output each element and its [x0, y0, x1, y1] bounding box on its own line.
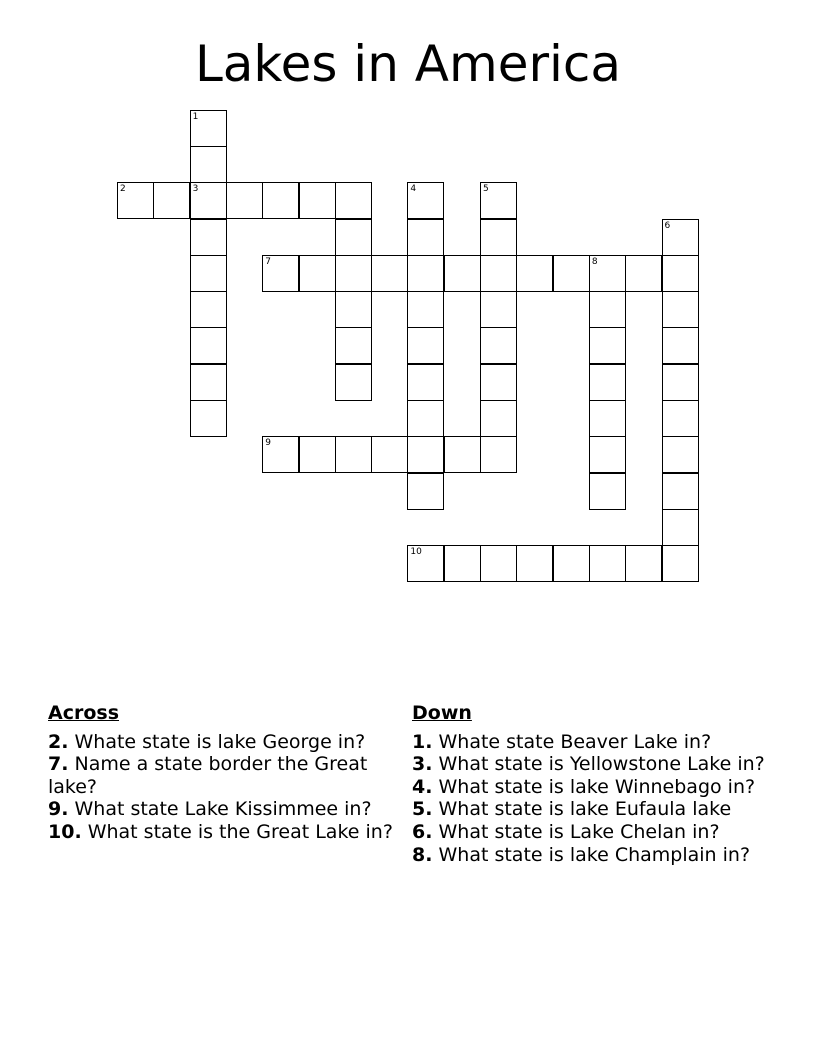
grid-cell[interactable] — [553, 255, 590, 292]
clue-item-text: Whate state Beaver Lake in? — [432, 730, 712, 753]
clue-number: 8 — [591, 256, 598, 267]
clue-item-number: 4. — [412, 775, 433, 798]
grid-cell[interactable] — [516, 545, 553, 582]
grid-cell[interactable] — [480, 436, 517, 473]
grid-cell[interactable] — [262, 255, 299, 292]
grid-cell[interactable] — [662, 473, 699, 510]
clue-item — [48, 821, 393, 844]
grid-cell[interactable] — [662, 436, 699, 473]
grid-cell[interactable] — [153, 182, 190, 219]
grid-cell[interactable] — [407, 327, 444, 364]
grid-cell[interactable] — [335, 182, 372, 219]
grid-cell[interactable] — [407, 400, 444, 437]
grid-cell[interactable] — [480, 182, 517, 219]
clue-item — [412, 731, 772, 754]
grid-cell[interactable] — [589, 400, 626, 437]
grid-cell[interactable] — [190, 182, 227, 219]
grid-cell[interactable] — [407, 219, 444, 256]
grid-cell[interactable] — [625, 255, 662, 292]
clue-item — [48, 753, 393, 798]
clue-item-number: 6. — [412, 820, 433, 843]
clue-item-number: 9. — [48, 798, 69, 821]
clue-item-number: 1. — [412, 730, 433, 753]
clue-number: 10 — [410, 547, 422, 558]
grid-cell[interactable] — [190, 146, 227, 183]
grid-cell[interactable] — [589, 436, 626, 473]
clue-number: 7 — [265, 256, 271, 267]
clue-item-text: What state is lake Champlain in? — [432, 843, 751, 866]
clue-item-text: What state is lake Winnebago in? — [432, 775, 756, 798]
grid-cell[interactable] — [662, 545, 699, 582]
grid-cell[interactable] — [480, 291, 517, 328]
grid-cell[interactable] — [335, 327, 372, 364]
grid-cell[interactable] — [262, 436, 299, 473]
clue-number: 1 — [192, 111, 199, 122]
grid-cell[interactable] — [444, 545, 481, 582]
grid-cell[interactable] — [190, 255, 227, 292]
clue-item-text: What state Lake Kissimmee in? — [68, 798, 372, 821]
grid-cell[interactable] — [190, 110, 227, 147]
grid-cell[interactable] — [335, 364, 372, 401]
grid-cell[interactable] — [480, 327, 517, 364]
grid-cell[interactable] — [190, 327, 227, 364]
clue-item-text: Whate state is lake George in? — [68, 730, 366, 753]
grid-cell[interactable] — [299, 436, 336, 473]
grid-cell[interactable] — [299, 182, 336, 219]
grid-cell[interactable] — [480, 400, 517, 437]
clue-number: 4 — [410, 184, 417, 195]
clue-item-text: What state is Yellowstone Lake in? — [432, 753, 765, 776]
grid-cell[interactable] — [553, 545, 590, 582]
grid-cell[interactable] — [662, 255, 699, 292]
grid-cell[interactable] — [589, 473, 626, 510]
grid-cell[interactable] — [117, 182, 154, 219]
grid-cell[interactable] — [407, 182, 444, 219]
grid-cell[interactable] — [480, 545, 517, 582]
down-clue-list — [412, 731, 772, 867]
grid-cell[interactable] — [371, 436, 408, 473]
down-clues — [412, 702, 772, 866]
clue-item-number: 10. — [48, 820, 82, 843]
grid-cell[interactable] — [407, 255, 444, 292]
grid-cell[interactable] — [589, 291, 626, 328]
grid-cell[interactable] — [516, 255, 553, 292]
clue-item — [412, 776, 772, 799]
clue-item-text: What state is the Great Lake in? — [81, 820, 393, 843]
clue-item-number: 3. — [412, 753, 433, 776]
grid-cell[interactable] — [262, 182, 299, 219]
clue-item-text: What state is lake Eufaula lake — [432, 798, 732, 821]
grid-cell[interactable] — [407, 545, 444, 582]
grid-cell[interactable] — [190, 400, 227, 437]
grid-cell[interactable] — [407, 436, 444, 473]
grid-cell[interactable] — [589, 255, 626, 292]
grid-cell[interactable] — [335, 291, 372, 328]
across-clues — [48, 702, 393, 844]
across-heading: Across — [48, 702, 120, 724]
clue-item — [412, 753, 772, 776]
clue-item-number: 2. — [48, 730, 69, 753]
clue-number: 9 — [265, 438, 271, 449]
clue-item — [412, 821, 772, 844]
puzzle-title: Lakes in America — [194, 35, 622, 93]
grid-cell[interactable] — [662, 219, 699, 256]
grid-cell[interactable] — [407, 473, 444, 510]
grid-cell[interactable] — [662, 509, 699, 546]
grid-cell[interactable] — [662, 400, 699, 437]
grid-cell[interactable] — [335, 219, 372, 256]
grid-cell[interactable] — [190, 219, 227, 256]
grid-cell[interactable] — [335, 436, 372, 473]
grid-cell[interactable] — [335, 255, 372, 292]
clue-item-number: 7. — [48, 753, 69, 776]
grid-cell[interactable] — [371, 255, 408, 292]
grid-cell[interactable] — [226, 182, 263, 219]
grid-cell[interactable] — [444, 436, 481, 473]
clue-number: 6 — [664, 220, 671, 231]
grid-cell[interactable] — [407, 364, 444, 401]
clue-item — [48, 731, 393, 754]
grid-cell[interactable] — [589, 327, 626, 364]
grid-cell[interactable] — [299, 255, 336, 292]
grid-cell[interactable] — [480, 219, 517, 256]
grid-cell[interactable] — [190, 364, 227, 401]
grid-cell[interactable] — [662, 327, 699, 364]
clue-item-text: Name a state border the Great lake? — [48, 753, 368, 798]
clue-item-number: 8. — [412, 843, 433, 866]
grid-cell[interactable] — [190, 291, 227, 328]
down-heading: Down — [412, 702, 472, 724]
grid-cell[interactable] — [625, 545, 662, 582]
grid-cell[interactable] — [662, 364, 699, 401]
clue-item — [48, 798, 393, 821]
grid-cell[interactable] — [589, 545, 626, 582]
clue-item — [412, 844, 772, 867]
across-clue-list — [48, 731, 393, 844]
grid-cell[interactable] — [589, 364, 626, 401]
grid-cell[interactable] — [662, 291, 699, 328]
clue-number: 5 — [483, 184, 489, 195]
clue-item-text: What state is Lake Chelan in? — [432, 820, 720, 843]
clue-item — [412, 798, 772, 821]
grid-cell[interactable] — [480, 255, 517, 292]
clue-number: 3 — [192, 184, 199, 195]
grid-cell[interactable] — [444, 255, 481, 292]
clue-item-number: 5. — [412, 798, 433, 821]
grid-cell[interactable] — [480, 364, 517, 401]
grid-cell[interactable] — [407, 291, 444, 328]
clue-number: 2 — [120, 184, 126, 195]
